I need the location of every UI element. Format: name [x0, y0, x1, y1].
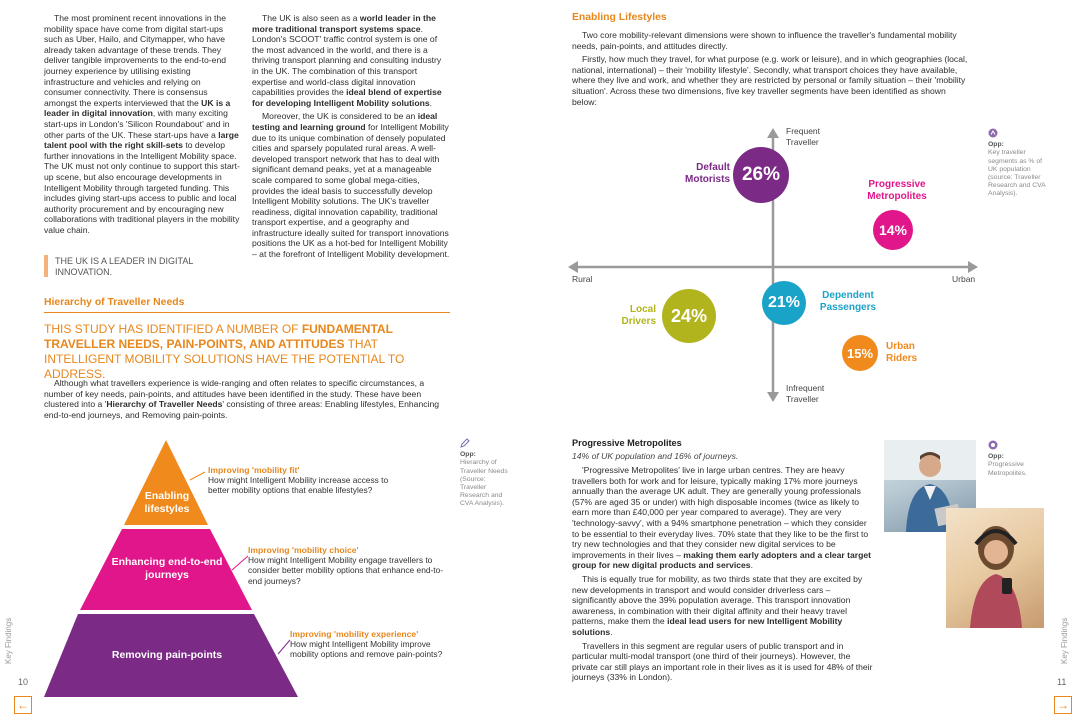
- right-side-tab: Key Findings: [1060, 617, 1069, 664]
- right-page-number: 11: [1057, 677, 1067, 687]
- left-side-note: [460, 438, 512, 509]
- arrow-left-icon: ←: [17, 698, 29, 712]
- photo-woman-phone: [946, 508, 1044, 628]
- left-col1-paragraph: The most prominent recent innovations in the mobility space have come from digital start-ups such as Uber, Hailo, and Citymapper, who have already taken advantage of these trends. They deliver tangible improvements to the end-to-end journey experience by utilising existing infrastructure and vehicles and relying on consumer connectivity. There is consensus amongst the experts interviewed that the UK is a leader in digital innovation, with many exciting start-ups in London's 'Silicon Roundabout' and in other parts of the UK. These start-ups have a large talent pool with the right skill-sets to develop further innovations in the Intelligent Mobility space. The UK must not only continue to support this start-up scene, but also encourage developments in Intelligent Mobility through targeted funding. This includes giving start-ups access to public and local authority procurement and by encouraging new collaborations with traditional players in the mobility value chain.: [44, 13, 240, 235]
- pm-p3: Travellers in this segment are regular users of public transport and in particular multi-modal transport (one third of their journeys). However, the private car still plays an important role in their lives as it is used for 48% of their journeys (33% in London).: [572, 640, 873, 683]
- chart-note-icon: [988, 128, 998, 138]
- pencil-icon: [460, 438, 470, 448]
- hierarchy-heading: Hierarchy of Traveller Needs: [44, 297, 185, 308]
- enabling-lifestyles-title: Enabling Lifestyles: [572, 12, 667, 23]
- segment-label-local-drivers: Local Drivers: [621, 304, 656, 327]
- photo-note-icon: [988, 440, 998, 450]
- left-col1-text: [44, 13, 240, 238]
- prev-page-button[interactable]: [14, 696, 32, 714]
- pm-body: [572, 465, 874, 686]
- pm-p1: 'Progressive Metropolites' live in large urban centres. They are heavy travellers both for work and for leisure, typically making 17% more journeys annually than the average UK adult. They are generally young professionals (57% are aged 35 or under) with high disposable incomes (twice as likely to earn more than £40,000 per year compared to average). They are very 'technology-savvy', with a 94% smartphone penetration – which they consider to be essential to their everyday lives. 70% state that they like to be the first to try new technologies and that they consider new digital services to be improvements in their lives – making them early adopters and a clear target group for new digital products and services.: [572, 465, 871, 571]
- pyramid-bottom-label: Removing pain-points: [111, 649, 223, 661]
- axis-label-top: Frequent Traveller: [786, 126, 821, 147]
- segment-bubble-progressive-metropolites: 14%: [873, 210, 913, 250]
- axis-label-left: Rural: [572, 274, 593, 284]
- hierarchy-callout: THIS STUDY HAS IDENTIFIED A NUMBER OF FUNDAMENTAL TRAVELLER NEEDS, PAIN-POINTS, AND ATTITUDES THAT INTELLIGENT MOBILITY SOLUTIONS HAVE THE POTENTIAL TO ADDRESS.: [44, 322, 405, 381]
- axis-label-right: Urban: [952, 274, 976, 284]
- pyramid-question-3-title: Improving 'mobility experience': [290, 629, 419, 639]
- pyramid-top-label: Enabling lifestyles: [144, 490, 190, 515]
- left-col2-text: [252, 13, 450, 263]
- pullquote-bar: [44, 255, 48, 277]
- pyramid-connector-1: [190, 472, 205, 480]
- pyramid-question-3-text: How might Intelligent Mobility improve mobility options and remove pain-points?: [290, 639, 443, 660]
- segment-label-default-motorists: Default Motorists: [685, 162, 730, 185]
- left-col2-p2: Moreover, the UK is considered to be an ideal testing and learning ground for Intelligent Mobility due to its unique combination of densely populated cities and sparsely populated rural areas. A well-developed transport network that has to deal with significant demand peaks, yet at a manageable scale compared to some global mega-cities, provides the ideal basis to successfully develop Intelligent Mobility solutions. The UK's traveller readiness, digital innovation capability, traditional transport expertise, and a geography and infrastructure ideally suited for transport innovations positions the UK as a hot-bed for Intelligent Mobility – at the forefront of Intelligent Mobility development.: [252, 111, 450, 260]
- chart-side-note: [988, 128, 1048, 199]
- axis-arrow-up: [767, 128, 779, 138]
- pyramid-connector-3: [278, 640, 290, 654]
- chart-side-note-title: Opp:: [988, 141, 1004, 149]
- hierarchy-rule: [44, 312, 450, 313]
- photo-side-note: [988, 440, 1048, 478]
- pyramid-question-2-title: Improving 'mobility choice': [248, 545, 359, 555]
- enabling-lifestyles-text: [572, 30, 970, 110]
- pyramid-mid-label: Enhancing end-to-end journeys: [111, 556, 223, 581]
- pyramid-question-3: [290, 629, 460, 660]
- segment-bubble-default-motorists: 26%: [733, 147, 789, 203]
- segment-bubble-local-drivers: 24%: [662, 289, 716, 343]
- pullquote: THE UK IS A LEADER IN DIGITAL INNOVATION.: [55, 256, 194, 277]
- pyramid-question-1-text: How might Intelligent Mobility increase access to better mobility options that enable lifestyles?: [208, 475, 389, 496]
- segment-label-dependent-passengers: Dependent Passengers: [819, 290, 877, 313]
- hierarchy-intro-paragraph: Although what travellers experience is wide-ranging and often relates to specific circumstances, a number of key needs, pain-points, and attitudes have been identified in the study. These have been clustered into a 'Hierarchy of Traveller Needs' consisting of three areas: Enabling lifestyles, Enhancing end-to-end journeys, and Removing pain-points.: [44, 378, 440, 420]
- arrow-right-icon: →: [1057, 698, 1069, 712]
- enabling-lifestyles-p1: Two core mobility-relevant dimensions were shown to influence the traveller's fundamental mobility needs, pain-points, and attitudes directly.: [572, 30, 957, 51]
- segment-label-urban-riders: Urban Riders: [886, 341, 918, 364]
- left-page-number: 10: [18, 677, 29, 687]
- left-side-tab: Key Findings: [4, 617, 13, 664]
- segment-label-progressive-metropolites: Progressive Metropolites: [867, 179, 927, 202]
- left-side-note-text: Hierarchy of Traveller Needs (Source: Traveller Research and CVA Analysis).: [460, 459, 508, 508]
- pm-p2: This is equally true for mobility, as two thirds state that they are excited by new developments in transport and would consider driverless cars – significantly above the 39% population average. This transport innovation awareness, in combination with their digital affinity and their heavy travel patterns, make them the ideal lead users for new Intelligent Mobility solutions.: [572, 573, 863, 637]
- enabling-lifestyles-p2: Firstly, how much they travel, for what purpose (e.g. work or leisure), and in which geographies (local, national, international) – their 'mobility lifestyle'. Secondly, what transport choices they have available, where they live and work, and whether they are restricted by personal or family situation – their 'mobility situation'. Across these two dimensions, five key traveller segments have been identified as shown below:: [572, 54, 968, 107]
- next-page-button[interactable]: [1054, 696, 1072, 714]
- pyramid-question-1-title: Improving 'mobility fit': [208, 465, 300, 475]
- pyramid-question-2-text: How might Intelligent Mobility engage travellers to consider better mobility options that enhance end-to-end journeys?: [248, 555, 444, 586]
- left-col2-p1: The UK is also seen as a world leader in the more traditional transport systems space. London's SCOOT' traffic control system is one of the most advanced in the world, and there is a thriving transport planning and consulting industry in the UK. The combination of this transport expertise and world-class digital innovation capabilities provides the ideal blend of expertise for developing Intelligent Mobility solutions.: [252, 13, 442, 108]
- axis-arrow-right: [968, 261, 978, 273]
- pyramid-question-2: [248, 545, 448, 586]
- segment-bubble-dependent-passengers: 21%: [762, 281, 806, 325]
- pm-subtitle: 14% of UK population and 16% of journeys.: [572, 451, 739, 461]
- photo-side-note-text: Progressive Metropolites.: [988, 461, 1027, 477]
- pm-title: Progressive Metropolites: [572, 438, 682, 448]
- axis-arrow-left: [568, 261, 578, 273]
- axis-label-bottom: Infrequent Traveller: [786, 383, 825, 404]
- chart-side-note-text: Key traveller segments as % of UK population (source: Traveller Research and CVA Analysis).: [988, 149, 1046, 198]
- photo-side-note-title: Opp:: [988, 453, 1004, 461]
- hierarchy-intro: [44, 378, 450, 423]
- pyramid-question-1: [208, 465, 408, 496]
- axis-arrow-down: [767, 392, 779, 402]
- segment-bubble-urban-riders: 15%: [842, 335, 878, 371]
- left-side-note-title: Opp:: [460, 451, 476, 459]
- woman-figure: [946, 508, 1044, 628]
